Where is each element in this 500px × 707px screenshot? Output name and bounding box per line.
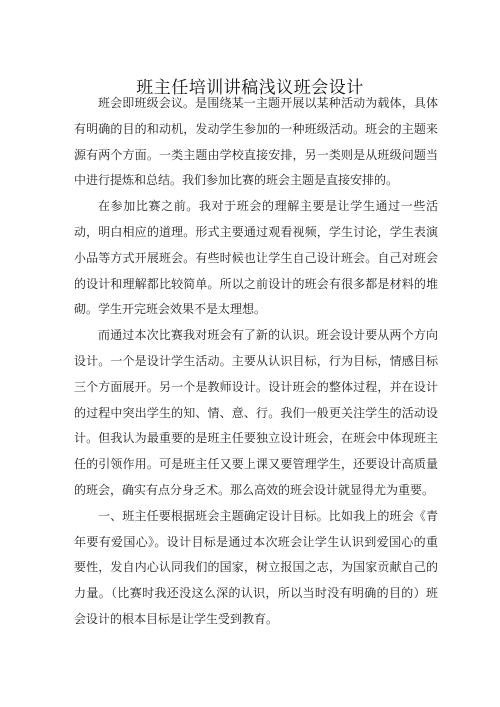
paragraph: 班会即班级会议。是围绕某一主题开展以某种活动为载体，具体有明确的目的和动机，发动学生参加的一种班级活动。班会的主题来源有两个方面。一类主题由学校直接安排，另一类则是从班级问题当中进行提炼和总结。我们参加比赛的班会主题是直接安排的。 — [74, 96, 438, 188]
document-body — [74, 91, 438, 633]
paragraph: 在参加比赛之前。我对于班会的理解主要是让学生通过一些活动，明白相应的道理。形式主要通过观看视频，学生讨论，学生表演小品等方式开展班会。有些时候也让学生自己设计班会。自己对班会的设计和理解都比较简单。所以之前设计的班会有很多都是材料的堆砌。学生开完班会效果不是太理想。 — [74, 199, 438, 317]
document-title: 班主任培训讲稿浅议班会设计 — [136, 78, 364, 99]
paragraph: 而通过本次比赛我对班会有了新的认识。班会设计要从两个方向设计。一个是设计学生活动。主要从认识目标，行为目标，情感目标三个方面展开。另一个是教师设计。设计班会的整体过程，并在设计的过程中突出学生的知、情、意、行。我们一般更关注学生的活动设计。但我认为最重要的是班主任要独立设计班会，在班会中体现班主任的引领作用。可是班主任又要上课又要管理学生，还要设计高质量的班会，确实有点分身乏术。那么高效的班会设计就显得尤为重要。 — [74, 328, 438, 497]
paragraph: 一、班主任要根据班会主题确定设计目标。比如我上的班会《青年要有爱国心》。设计目标是通过本次班会让学生认识到爱国心的重要性，发自内心认同我们的国家，树立报国之志，为国家贡献自己的力量。（比赛时我还没这么深的认识，所以当时没有明确的目的）班会设计的根本目标是让学生受到教育。 — [74, 508, 438, 626]
